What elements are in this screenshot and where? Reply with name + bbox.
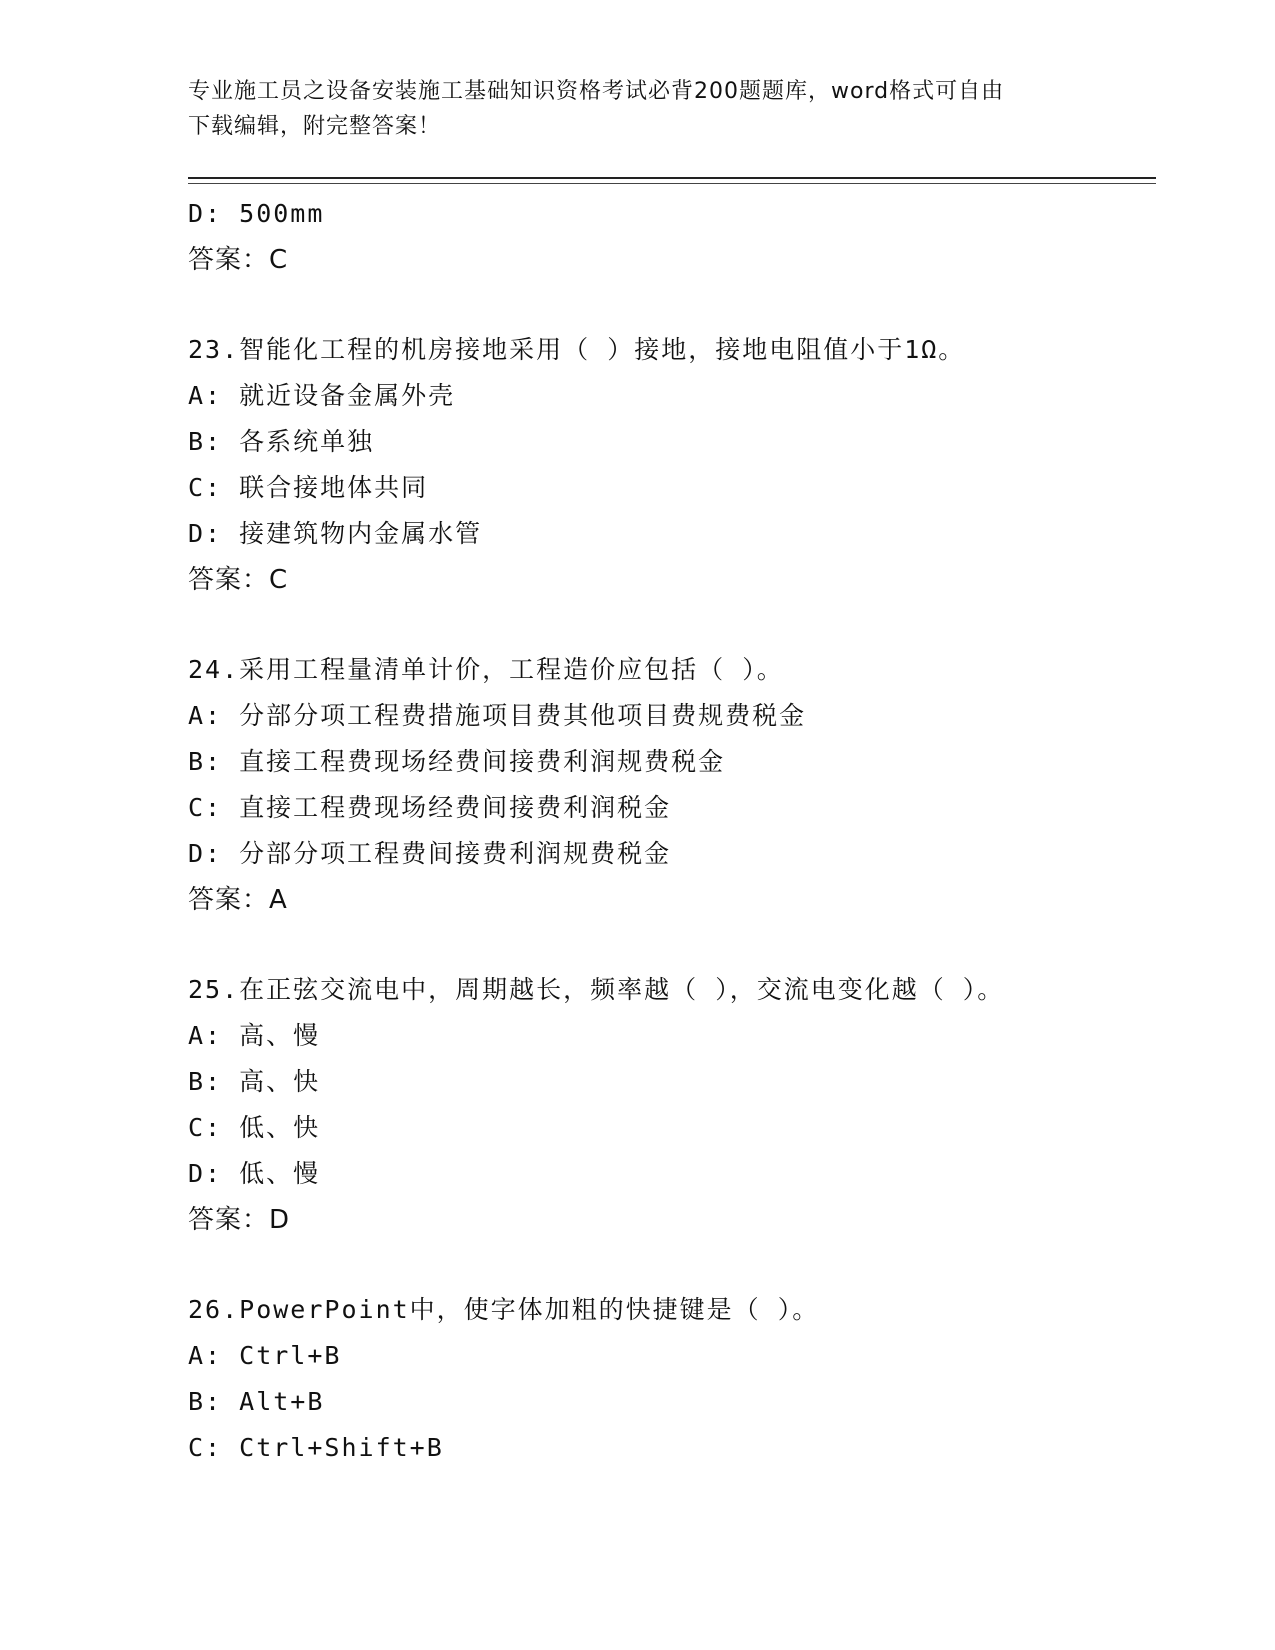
option-a: A: 分部分项工程费措施项目费其他项目费规费税金	[188, 701, 807, 730]
option-b: B: Alt+B	[188, 1387, 325, 1416]
option-c: C: 低、快	[188, 1113, 321, 1142]
option-a: A: 就近设备金属外壳	[188, 381, 456, 410]
question-stem: 23.智能化工程的机房接地采用（ ）接地，接地电阻值小于1Ω。	[188, 335, 966, 364]
option-d: D: 分部分项工程费间接费利润规费税金	[188, 839, 672, 868]
option-c: C: 直接工程费现场经费间接费利润税金	[188, 793, 672, 822]
question-25	[188, 967, 1156, 1243]
option-c: C: 联合接地体共同	[188, 473, 429, 502]
option-c: C: Ctrl+Shift+B	[188, 1433, 444, 1462]
header-divider-thin	[188, 183, 1156, 184]
question-26	[188, 1287, 1156, 1471]
header-line-1: 专业施工员之设备安装施工基础知识资格考试必背200题题库，word格式可自由	[188, 79, 1005, 104]
option-b: B: 各系统单独	[188, 427, 375, 456]
option-b: B: 直接工程费现场经费间接费利润规费税金	[188, 747, 726, 776]
option-a: A: 高、慢	[188, 1021, 321, 1050]
answer-line: 答案：C	[188, 565, 289, 595]
answer-line: 答案：C	[188, 245, 289, 275]
question-stem: 26.PowerPoint中，使字体加粗的快捷键是（ ）。	[188, 1295, 820, 1324]
header-line-2: 下载编辑，附完整答案！	[188, 114, 442, 139]
question-23	[188, 327, 1156, 603]
option-d: D: 接建筑物内金属水管	[188, 519, 483, 548]
option-d: D: 低、慢	[188, 1159, 321, 1188]
answer-line: 答案：D	[188, 1205, 291, 1235]
option-d: D: 500mm	[188, 199, 325, 228]
option-a: A: Ctrl+B	[188, 1341, 342, 1370]
question-24	[188, 647, 1156, 923]
question-stem: 24.采用工程量清单计价，工程造价应包括（ ）。	[188, 655, 784, 684]
question-22-tail	[188, 191, 1156, 283]
header-divider-thick	[188, 177, 1156, 179]
document-header	[188, 74, 1088, 144]
question-stem: 25.在正弦交流电中，周期越长，频率越（ ），交流电变化越（ ）。	[188, 975, 1005, 1004]
question-list	[188, 191, 1156, 1471]
option-b: B: 高、快	[188, 1067, 321, 1096]
answer-line: 答案：A	[188, 885, 288, 915]
